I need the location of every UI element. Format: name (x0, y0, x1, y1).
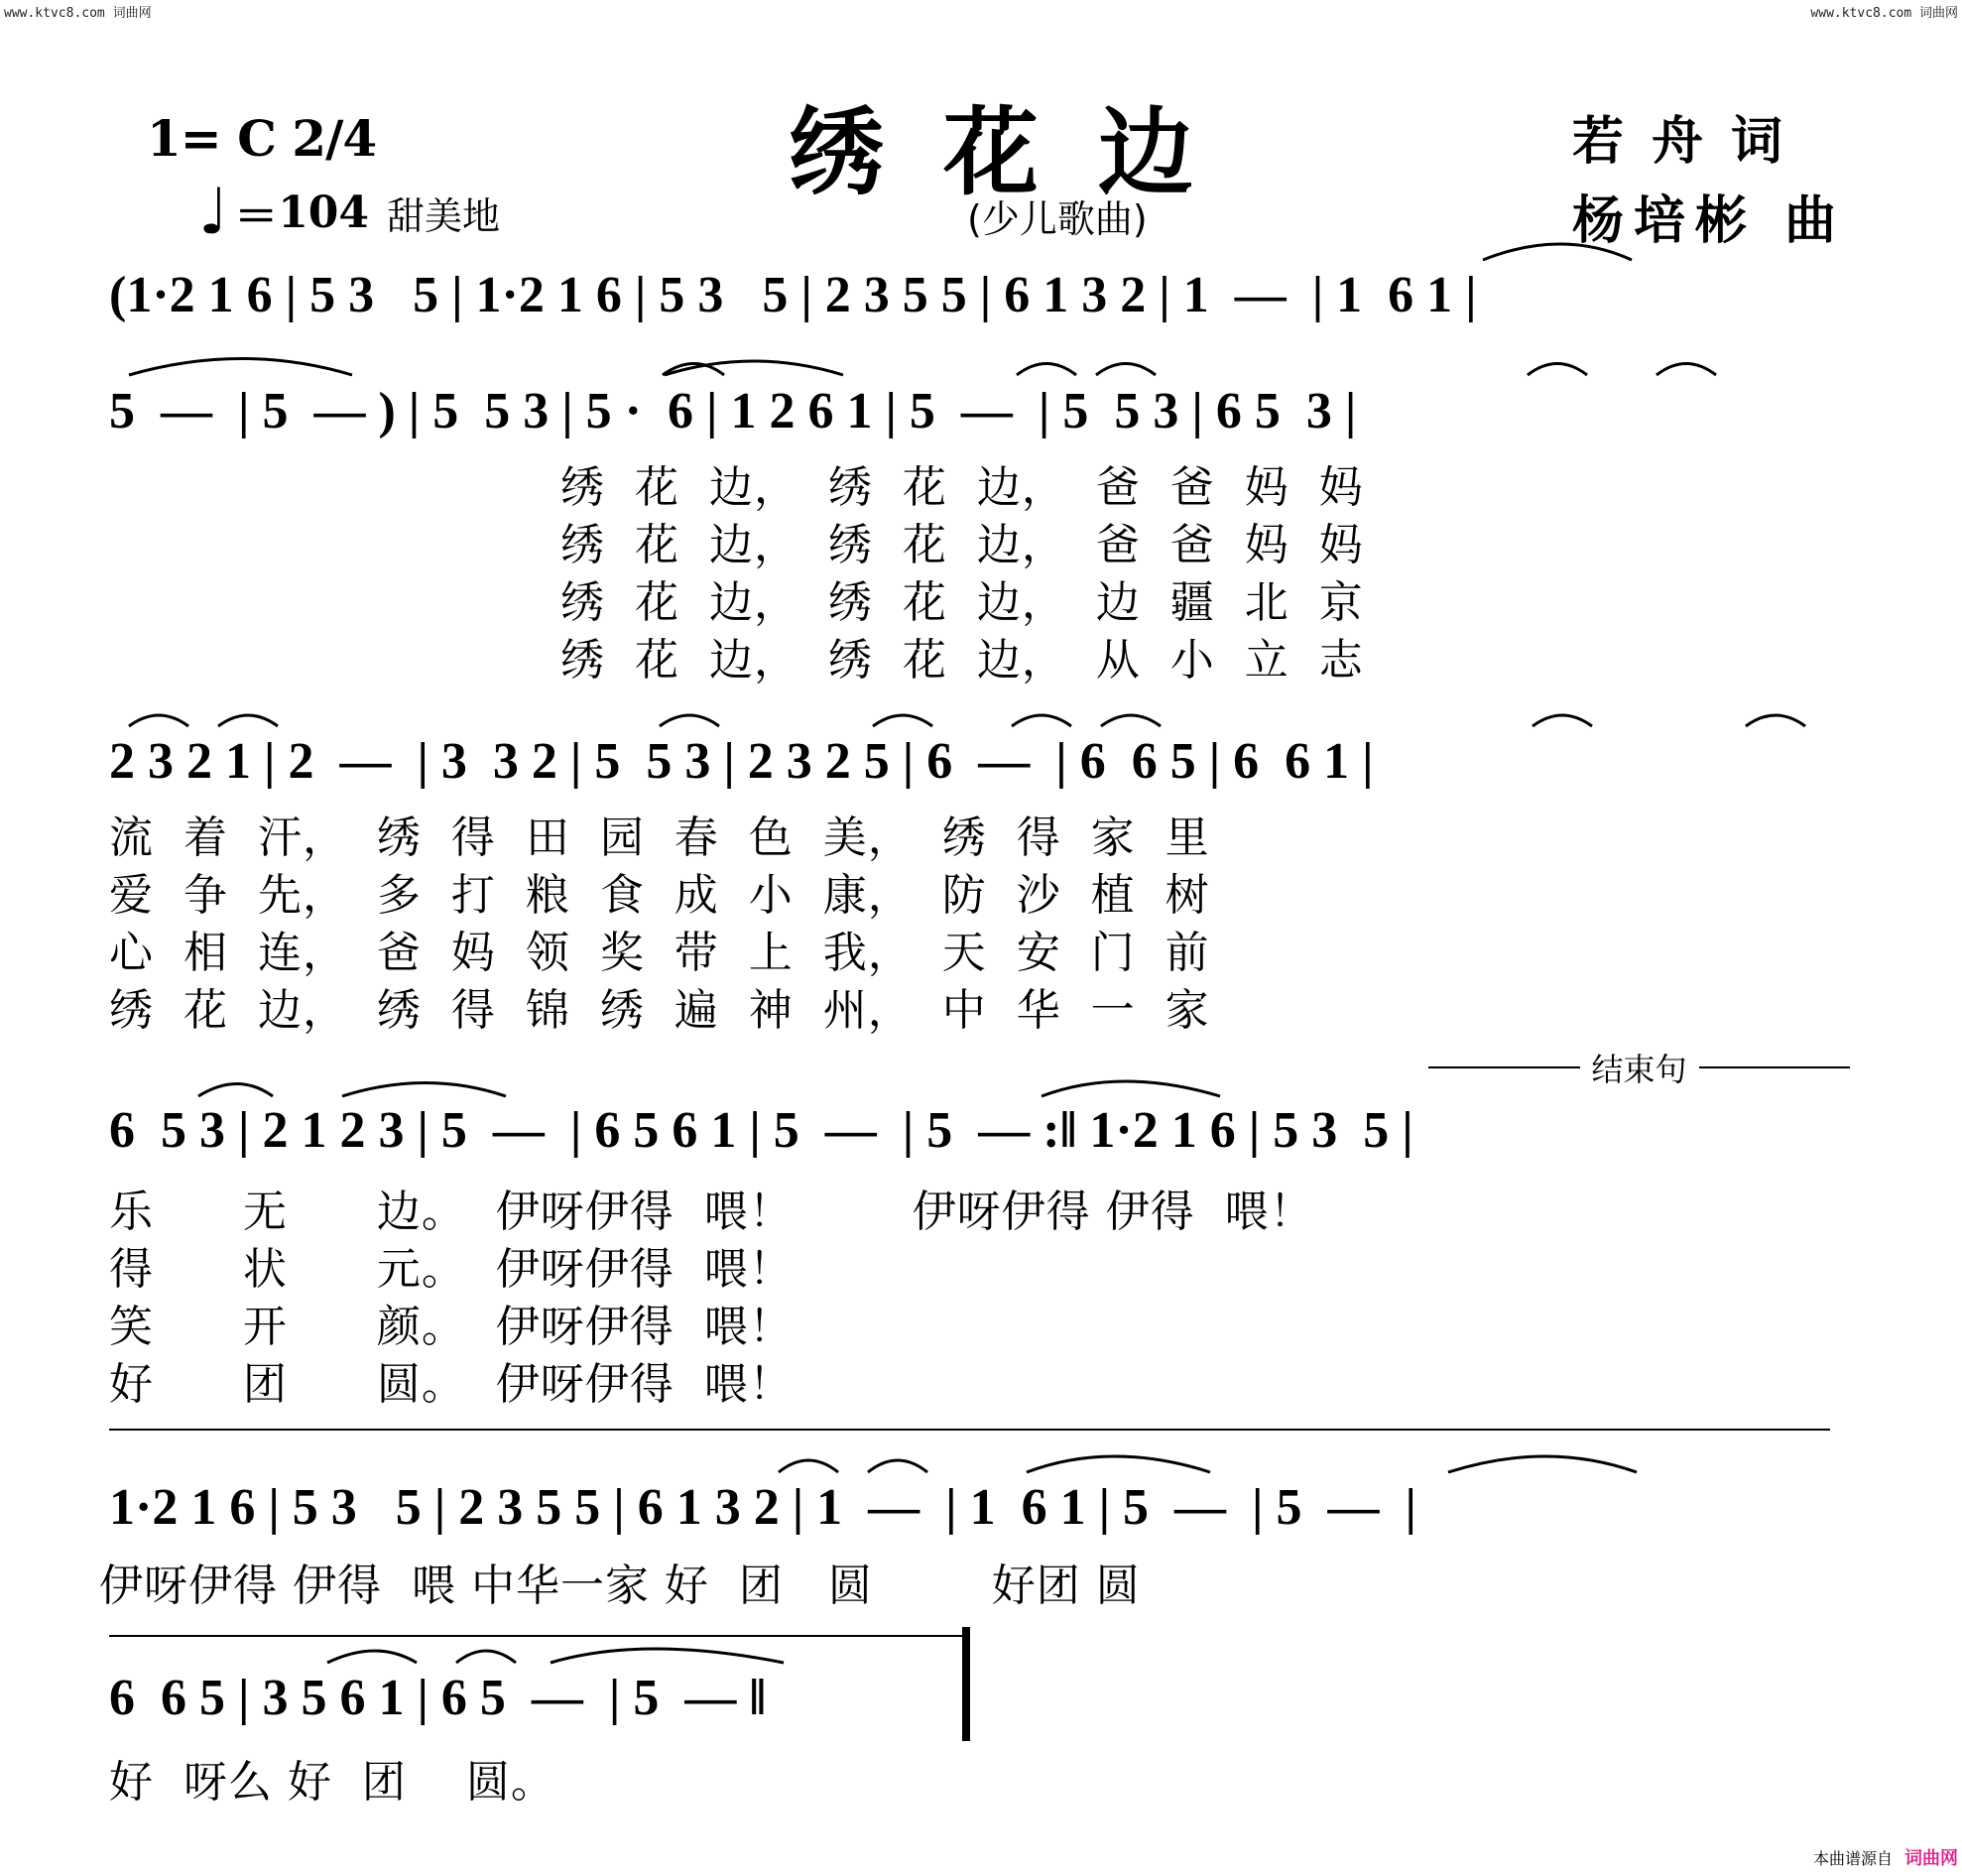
tempo-value: 104 (278, 187, 370, 238)
watermark-right: www.ktvc8.com 词曲网 (1810, 6, 1958, 21)
lyric-4-verse-1: 乐 无 边。 伊呀伊得 喂！ 伊呀伊得 伊得 喂！ (109, 1187, 1314, 1237)
footer-logo: 词曲网 (1904, 1848, 1958, 1869)
expression-mark: 甜美地 (387, 193, 501, 238)
lyric-3-verse-3: 心 相 连， 爸 妈 领 奖 带 上 我， 天 安 门 前 (109, 928, 1210, 978)
final-barline (962, 1627, 970, 1741)
song-subtitle: (少儿歌曲) (967, 197, 1148, 241)
lyric-3-verse-1: 流 着 汗， 绣 得 田 园 春 色 美， 绣 得 家 里 (109, 813, 1210, 863)
quarter-note-icon: ♩ (198, 175, 229, 249)
lyric-4-verse-4: 好 团 圆。 伊呀伊得 喂！ (109, 1359, 794, 1410)
lyric-3-verse-2: 爱 争 先， 多 打 粮 食 成 小 康， 防 沙 植 树 (109, 870, 1210, 921)
staff-line-1: (1·2 1 6 | 5 3 5 | 1·2 1 6 | 5 3 5 | 2 3 5 5 | 6 1 3 2 | 1 — | 1 6 1 | (109, 267, 1477, 323)
footer-source: 本曲谱源自 (1812, 1848, 1893, 1868)
staff-line-3: 2 3 2 1 | 2 — | 3 3 2 | 5 5 3 | 2 3 2 5 | 6 — | 6 6 5 | 6 6 1 | (109, 733, 1374, 790)
lyric-5: 伊呀伊得 伊得 喂 中华一家 好 团 圆 好团 圆 (99, 1561, 1141, 1611)
footer (1813, 1844, 1958, 1870)
lyric-2-verse-4: 绣 花 边， 绣 花 边， 从 小 立 志 (560, 635, 1364, 686)
staff-line-2: 5 — | 5 — ) | 5 5 3 | 5 · 6 | 1 2 6 1 | 5 — | 5 5 3 | 6 5 3 | (109, 383, 1357, 439)
lyric-4-verse-3: 笑 开 颜。 伊呀伊得 喂！ (109, 1302, 794, 1352)
staff-line-6: 6 6 5 | 3 5 6 1 | 6 5 — | 5 — ‖ (109, 1670, 767, 1726)
composer-credit: 杨培彬 曲 (1572, 190, 1847, 251)
lyric-2-verse-1: 绣 花 边， 绣 花 边， 爸 爸 妈 妈 (560, 462, 1364, 513)
song-title: 绣花边 (789, 96, 1253, 208)
lyric-2-verse-3: 绣 花 边， 绣 花 边， 边 疆 北 京 (560, 577, 1364, 628)
lyric-2-verse-2: 绣 花 边， 绣 花 边， 爸 爸 妈 妈 (560, 520, 1364, 570)
lyricist-credit: 若舟词 (1572, 111, 1811, 172)
watermark-left: www.ktvc8.com 词曲网 (4, 6, 152, 21)
lyric-3-verse-4: 绣 花 边， 绣 得 锦 绣 遍 神 州， 中 华 一 家 (109, 985, 1210, 1036)
lyric-4-verse-2: 得 状 元。 伊呀伊得 喂！ (109, 1244, 794, 1295)
staff-line-5: 1·2 1 6 | 5 3 5 | 2 3 5 5 | 6 1 3 2 | 1 — | 1 6 1 | 5 — | 5 — | (109, 1479, 1416, 1536)
ending-label-text: 结束句 (1591, 1051, 1687, 1088)
key-signature: 1= C 2/4 (147, 109, 377, 168)
staff-line-4: 6 5 3 | 2 1 2 3 | 5 — | 6 5 6 1 | 5 — | 5 — :‖ 1·2 1 6 | 5 3 5 | (109, 1102, 1413, 1159)
tempo-equals: ＝ (234, 191, 279, 242)
lyric-6: 好 呀么 好 团 圆。 (109, 1757, 555, 1808)
